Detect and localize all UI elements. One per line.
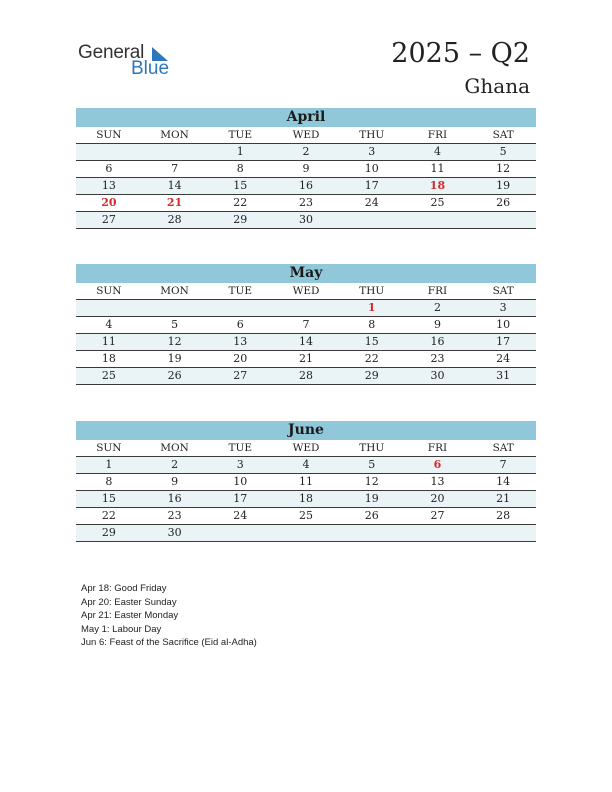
weekday-label: TUE xyxy=(228,442,253,454)
empty-day-cell xyxy=(207,300,273,316)
day-cell: 22 xyxy=(101,509,116,522)
week-row xyxy=(76,368,536,385)
weekday-header-row xyxy=(76,440,536,457)
weekday-label: SUN xyxy=(96,285,122,297)
day-cell: 21 xyxy=(496,492,511,505)
day-cell: 19 xyxy=(496,179,511,192)
country-name: Ghana xyxy=(464,74,530,98)
weekday-header-row xyxy=(76,283,536,300)
day-cell: 10 xyxy=(364,162,379,175)
day-cell: 29 xyxy=(101,526,116,539)
holiday-note: Apr 18: Good Friday xyxy=(81,583,167,594)
day-cell: 28 xyxy=(299,369,314,382)
day-cell: 19 xyxy=(167,352,182,365)
day-cell: 2 xyxy=(302,145,310,158)
month-june xyxy=(76,421,536,542)
day-cell: 25 xyxy=(299,509,314,522)
day-cell: 22 xyxy=(364,352,379,365)
week-row xyxy=(76,317,536,334)
month-name: May xyxy=(76,264,536,283)
day-cell: 13 xyxy=(101,179,116,192)
month-name: June xyxy=(76,421,536,440)
day-cell: 18 xyxy=(299,492,314,505)
day-cell: 11 xyxy=(430,162,445,175)
day-cell: 7 xyxy=(302,318,310,331)
weekday-label: FRI xyxy=(427,129,448,141)
day-cell: 20 xyxy=(233,352,248,365)
week-row xyxy=(76,457,536,474)
week-row xyxy=(76,212,536,229)
day-cell: 8 xyxy=(368,318,376,331)
day-cell: 9 xyxy=(171,475,179,488)
day-cell: 4 xyxy=(105,318,113,331)
page-title: 2025 – Q2 xyxy=(391,38,530,69)
day-cell: 5 xyxy=(171,318,179,331)
holiday-note: Apr 20: Easter Sunday xyxy=(81,596,177,608)
month-april xyxy=(76,108,536,229)
day-cell: 6 xyxy=(105,162,113,175)
weekday-label: SAT xyxy=(492,442,514,454)
day-cell: 16 xyxy=(167,492,182,505)
week-row xyxy=(76,161,536,178)
empty-day-cell xyxy=(273,525,339,541)
weekday-label: THU xyxy=(359,285,385,297)
day-cell: 25 xyxy=(430,196,445,209)
day-cell: 27 xyxy=(233,369,248,382)
day-cell: 17 xyxy=(496,335,511,348)
day-cell: 18 xyxy=(101,352,116,365)
weekday-label: WED xyxy=(292,285,320,297)
day-cell: 27 xyxy=(101,213,116,226)
day-cell: 26 xyxy=(496,196,511,209)
day-cell: 14 xyxy=(167,179,182,192)
day-cell: 9 xyxy=(433,318,441,331)
weekday-label: WED xyxy=(292,129,320,141)
day-cell: 23 xyxy=(430,352,445,365)
day-cell: 28 xyxy=(167,213,182,226)
logo-word-blue: Blue xyxy=(131,58,170,79)
generalblue-logo xyxy=(78,42,178,82)
day-cell: 29 xyxy=(364,369,379,382)
day-cell: 15 xyxy=(101,492,116,505)
day-cell: 1 xyxy=(105,458,113,471)
day-cell: 12 xyxy=(167,335,182,348)
day-cell: 2 xyxy=(433,301,441,314)
weekday-label: WED xyxy=(292,442,320,454)
empty-day-cell xyxy=(142,300,208,316)
day-cell: 15 xyxy=(364,335,379,348)
day-cell: 14 xyxy=(496,475,511,488)
empty-day-cell xyxy=(405,525,471,541)
week-row xyxy=(76,474,536,491)
day-cell: 24 xyxy=(233,509,248,522)
day-cell: 20 xyxy=(430,492,445,505)
day-cell: 4 xyxy=(302,458,310,471)
empty-day-cell xyxy=(339,212,405,228)
day-cell: 14 xyxy=(299,335,314,348)
weekday-label: THU xyxy=(359,442,385,454)
week-row xyxy=(76,300,536,317)
day-cell: 17 xyxy=(233,492,248,505)
day-cell: 17 xyxy=(364,179,379,192)
weekday-header-row xyxy=(76,127,536,144)
day-cell: 1 xyxy=(236,145,244,158)
week-row xyxy=(76,525,536,542)
day-cell: 21 xyxy=(166,196,183,209)
day-cell: 3 xyxy=(368,145,376,158)
day-cell: 12 xyxy=(364,475,379,488)
weekday-label: SAT xyxy=(492,129,514,141)
weekday-label: TUE xyxy=(228,285,253,297)
day-cell: 3 xyxy=(236,458,244,471)
empty-day-cell xyxy=(470,525,536,541)
week-row xyxy=(76,334,536,351)
weekday-label: THU xyxy=(359,129,385,141)
weekday-label: FRI xyxy=(427,442,448,454)
empty-day-cell xyxy=(207,525,273,541)
day-cell: 30 xyxy=(299,213,314,226)
day-cell: 28 xyxy=(496,509,511,522)
day-cell: 8 xyxy=(236,162,244,175)
weekday-label: SUN xyxy=(96,129,122,141)
day-cell: 16 xyxy=(299,179,314,192)
empty-day-cell xyxy=(273,300,339,316)
empty-day-cell xyxy=(76,300,142,316)
day-cell: 10 xyxy=(496,318,511,331)
day-cell: 11 xyxy=(101,335,116,348)
day-cell: 11 xyxy=(299,475,314,488)
day-cell: 13 xyxy=(430,475,445,488)
empty-day-cell xyxy=(339,525,405,541)
day-cell: 26 xyxy=(364,509,379,522)
day-cell: 25 xyxy=(101,369,116,382)
weekday-label: FRI xyxy=(427,285,448,297)
day-cell: 16 xyxy=(430,335,445,348)
day-cell: 15 xyxy=(233,179,248,192)
month-may xyxy=(76,264,536,385)
week-row xyxy=(76,351,536,368)
day-cell: 30 xyxy=(167,526,182,539)
day-cell: 10 xyxy=(233,475,248,488)
day-cell: 24 xyxy=(364,196,379,209)
weekday-label: MON xyxy=(160,129,189,141)
logo-word-general: General xyxy=(78,42,145,63)
weekday-label: MON xyxy=(160,285,189,297)
day-cell: 4 xyxy=(433,145,441,158)
day-cell: 6 xyxy=(236,318,244,331)
day-cell: 8 xyxy=(105,475,113,488)
day-cell: 22 xyxy=(233,196,248,209)
day-cell: 13 xyxy=(233,335,248,348)
day-cell: 6 xyxy=(433,458,442,471)
weekday-label: MON xyxy=(160,442,189,454)
holiday-note: May 1: Labour Day xyxy=(81,623,162,635)
day-cell: 27 xyxy=(430,509,445,522)
day-cell: 26 xyxy=(167,369,182,382)
week-row xyxy=(76,195,536,212)
weekday-label: TUE xyxy=(228,129,253,141)
weekday-label: SAT xyxy=(492,285,514,297)
week-row xyxy=(76,144,536,161)
holiday-notes xyxy=(81,582,257,650)
day-cell: 24 xyxy=(496,352,511,365)
day-cell: 9 xyxy=(302,162,310,175)
day-cell: 21 xyxy=(299,352,314,365)
empty-day-cell xyxy=(142,144,208,160)
holiday-note: Jun 6: Feast of the Sacrifice (Eid al-Adha) xyxy=(81,637,257,648)
empty-day-cell xyxy=(405,212,471,228)
month-name: April xyxy=(76,108,536,127)
day-cell: 20 xyxy=(101,196,117,209)
week-row xyxy=(76,491,536,508)
day-cell: 3 xyxy=(499,301,507,314)
day-cell: 2 xyxy=(171,458,179,471)
week-row xyxy=(76,178,536,195)
week-row xyxy=(76,508,536,525)
day-cell: 5 xyxy=(368,458,376,471)
day-cell: 7 xyxy=(499,458,507,471)
day-cell: 18 xyxy=(429,179,446,192)
day-cell: 12 xyxy=(496,162,511,175)
day-cell: 23 xyxy=(299,196,314,209)
holiday-note: Apr 21: Easter Monday xyxy=(81,610,179,621)
day-cell: 23 xyxy=(167,509,182,522)
day-cell: 7 xyxy=(171,162,179,175)
day-cell: 30 xyxy=(430,369,445,382)
day-cell: 29 xyxy=(233,213,248,226)
empty-day-cell xyxy=(470,212,536,228)
weekday-label: SUN xyxy=(96,442,122,454)
empty-day-cell xyxy=(76,144,142,160)
day-cell: 5 xyxy=(499,145,507,158)
day-cell: 1 xyxy=(367,301,376,314)
day-cell: 19 xyxy=(364,492,379,505)
day-cell: 31 xyxy=(496,369,511,382)
